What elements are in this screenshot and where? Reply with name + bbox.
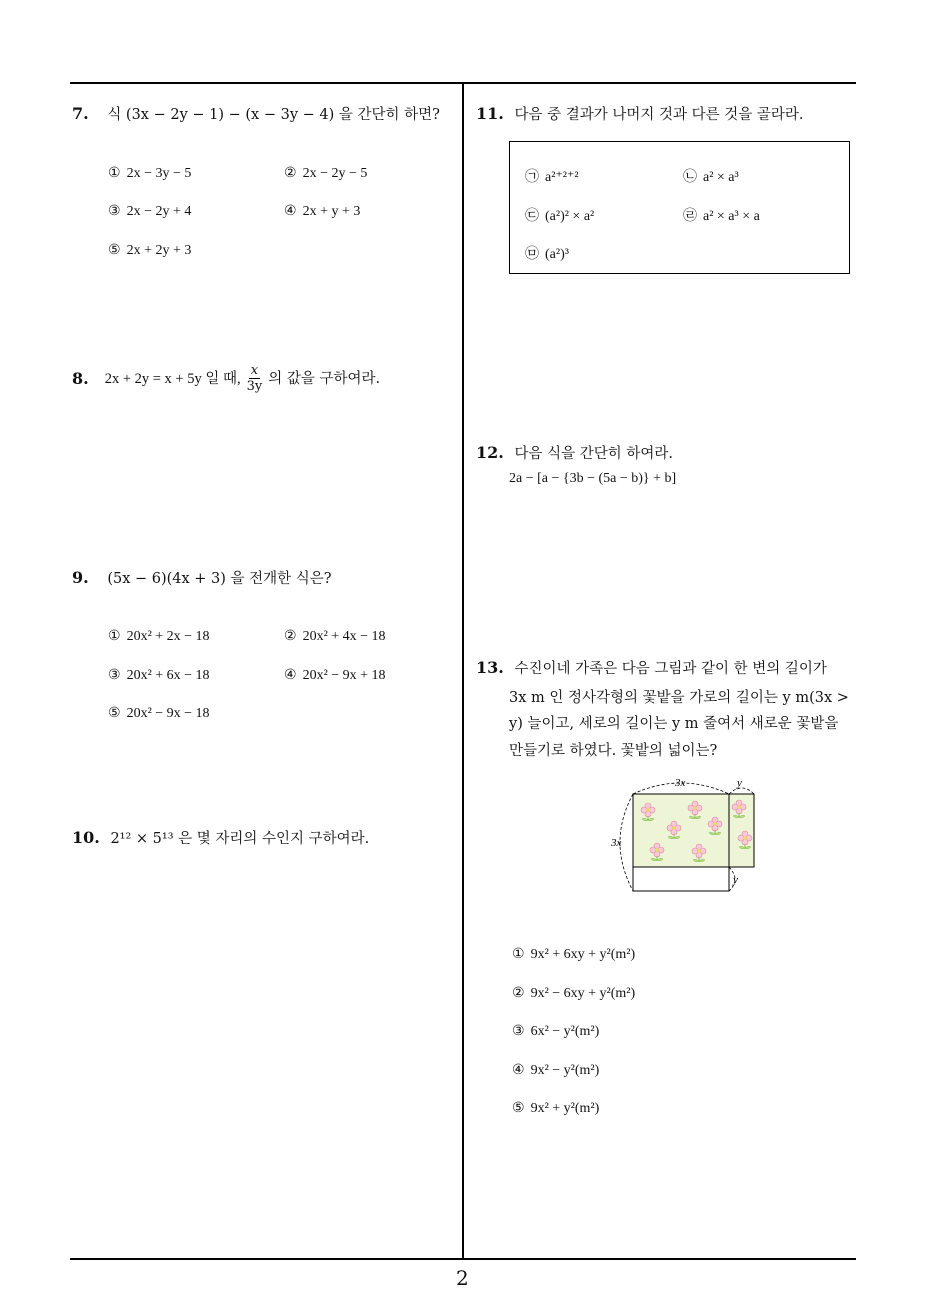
option-text: 20x² + 2x − 18 <box>126 629 210 644</box>
option-mark: ① <box>512 946 525 962</box>
item-mark: ㉡ <box>683 169 697 185</box>
question-text-post: 의 값을 구하여라. <box>268 370 381 387</box>
q13-option-2[interactable] <box>512 985 635 1002</box>
page-number: 2 <box>456 1266 469 1290</box>
option-text: 2x − 3y − 5 <box>126 166 192 181</box>
option-mark: ④ <box>284 667 297 683</box>
option-mark: ① <box>108 165 121 181</box>
question-text-line-1: 수진이네 가족은 다음 그림과 같이 한 변의 길이가 <box>514 661 827 677</box>
option-text: 9x² + y²(m²) <box>530 1101 600 1116</box>
question-number: 10. <box>72 828 100 847</box>
option-mark: ⑤ <box>108 705 121 721</box>
q13-option-3[interactable] <box>512 1023 599 1040</box>
option-mark: ② <box>284 628 297 644</box>
q11-item-3[interactable] <box>525 205 594 225</box>
question-8 <box>72 363 380 394</box>
item-text: (a²)³ <box>545 247 569 262</box>
option-mark: ② <box>284 165 297 181</box>
option-mark: ⑤ <box>512 1100 525 1116</box>
option-text: 6x² − y²(m²) <box>530 1024 600 1039</box>
q12-expression: 2a − [a − {3b − (5a − b)} + b] <box>509 471 677 486</box>
q11-item-4[interactable] <box>683 205 760 225</box>
option-mark: ② <box>512 985 525 1001</box>
item-text: a²⁺²⁺² <box>545 170 579 185</box>
question-text: 2¹² × 5¹³ 은 몇 자리의 수인지 구하여라. <box>110 831 370 847</box>
item-text: (a²)² × a² <box>545 209 595 224</box>
question-number: 8. <box>72 368 89 388</box>
fraction-denominator: 3y <box>246 379 263 394</box>
question-text: 다음 중 결과가 나머지 것과 다른 것을 골라라. <box>514 107 804 123</box>
q7-option-3[interactable] <box>108 203 191 220</box>
question-text: 식 (3x − 2y − 1) − (x − 3y − 4) 을 간단히 하면? <box>107 107 440 123</box>
q9-option-2[interactable] <box>284 628 386 645</box>
question-text-line-3: y) 늘이고, 세로의 길이는 y m 줄여서 새로운 꽃밭을 <box>509 716 839 732</box>
option-text: 20x² − 9x − 18 <box>126 706 210 721</box>
removed-strip <box>633 867 729 891</box>
option-mark: ④ <box>284 203 297 219</box>
question-text: 다음 식을 간단히 하여라. <box>514 446 673 462</box>
question-10 <box>72 828 369 849</box>
q13-option-5[interactable] <box>512 1100 599 1117</box>
option-text: 9x² + 6xy + y²(m²) <box>530 947 636 962</box>
option-text: 2x − 2y + 4 <box>126 204 192 219</box>
item-mark: ㉢ <box>525 208 539 224</box>
column-divider <box>462 82 464 1259</box>
item-text: a² × a³ × a <box>703 209 760 224</box>
option-mark: ① <box>108 628 121 644</box>
q11-item-5[interactable] <box>525 243 569 263</box>
q11-item-2[interactable] <box>683 166 739 186</box>
question-text: (5x − 6)(4x + 3) 을 전개한 식은? <box>107 571 332 587</box>
option-mark: ④ <box>512 1062 525 1078</box>
q11-item-1[interactable] <box>525 166 579 186</box>
option-mark: ⑤ <box>108 242 121 258</box>
q9-option-3[interactable] <box>108 667 210 684</box>
q13-option-4[interactable] <box>512 1062 599 1079</box>
q9-option-5[interactable] <box>108 705 210 722</box>
option-mark: ③ <box>512 1023 525 1039</box>
q7-option-2[interactable] <box>284 165 367 182</box>
option-text: 20x² − 9x + 18 <box>302 668 386 683</box>
question-13 <box>476 658 827 679</box>
q7-option-1[interactable] <box>108 165 191 182</box>
q7-option-5[interactable] <box>108 242 191 259</box>
label-top-right: y <box>737 777 742 789</box>
option-text: 9x² − 6xy + y²(m²) <box>530 986 636 1001</box>
option-text: 20x² + 4x − 18 <box>302 629 386 644</box>
option-text: 2x + 2y + 3 <box>126 243 192 258</box>
option-mark: ③ <box>108 667 121 683</box>
question-number: 7. <box>72 104 89 123</box>
question-text-line-4: 만들기로 하였다. 꽃밭의 넓이는? <box>509 743 718 759</box>
item-text: a² × a³ <box>703 170 739 185</box>
question-number: 9. <box>72 568 89 587</box>
label-left: 3x <box>611 837 622 849</box>
flower-bed-figure <box>605 772 775 902</box>
question-11 <box>476 104 803 125</box>
item-mark: ㉠ <box>525 169 539 185</box>
q9-option-1[interactable] <box>108 628 210 645</box>
q9-option-4[interactable] <box>284 667 386 684</box>
item-mark: ㉤ <box>525 246 539 262</box>
question-7 <box>72 104 440 125</box>
option-text: 9x² − y²(m²) <box>530 1063 600 1078</box>
fraction-numerator: x <box>250 363 259 378</box>
item-mark: ㉣ <box>683 208 697 224</box>
label-bottom-right: y <box>733 874 738 886</box>
option-text: 2x − 2y − 5 <box>302 166 368 181</box>
bottom-rule <box>70 1258 856 1260</box>
label-top: 3x <box>675 777 686 789</box>
option-mark: ③ <box>108 203 121 219</box>
q13-option-1[interactable] <box>512 946 635 963</box>
question-number: 11. <box>476 104 504 123</box>
option-text: 2x + y + 3 <box>302 204 361 219</box>
option-text: 20x² + 6x − 18 <box>126 668 210 683</box>
left-dimension-arc <box>620 794 633 891</box>
question-number: 12. <box>476 443 504 462</box>
question-text-pre: 2x + 2y = x + 5y 일 때, <box>104 370 241 387</box>
q7-option-4[interactable] <box>284 203 360 220</box>
question-text-line-2: 3x m 인 정사각형의 꽃밭을 가로의 길이는 y m(3x > <box>509 690 849 706</box>
fraction <box>245 363 265 394</box>
question-12 <box>476 443 673 464</box>
question-number: 13. <box>476 658 504 677</box>
question-9 <box>72 568 332 589</box>
